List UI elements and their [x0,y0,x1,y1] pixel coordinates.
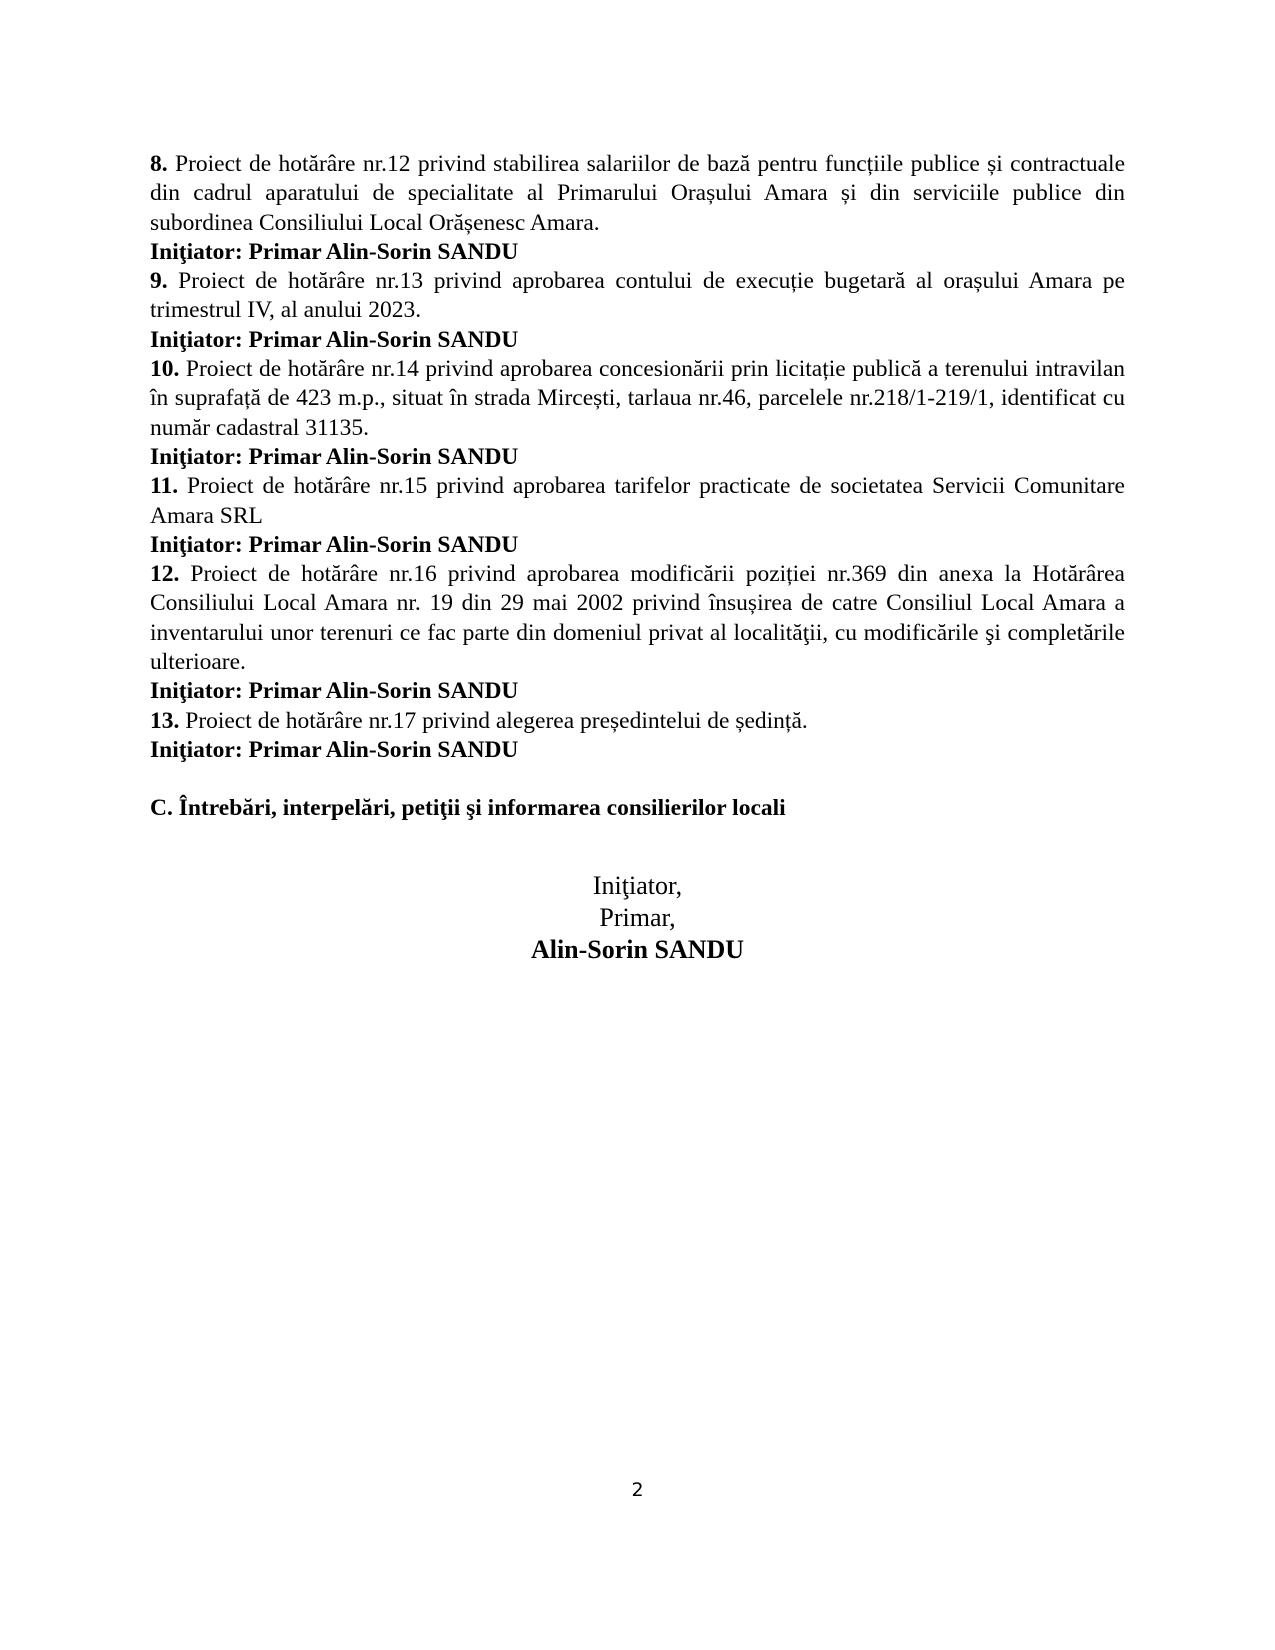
item-text: Proiect de hotărâre nr.17 privind alegerea președintelui de ședință. [179,707,808,734]
document-body [150,150,1125,824]
item-initiator: Iniţiator: Primar Alin-Sorin SANDU [150,443,519,470]
item-number: 10. [150,356,180,383]
section-c-heading: C. Întrebări, interpelări, petiţii şi informarea consilierilor locali [150,795,786,822]
item-number: 12. [150,561,180,588]
signature-name: Alin-Sorin SANDU [530,935,745,964]
agenda-item-8 [150,150,1125,238]
signature-block [150,870,1125,966]
agenda-item-10 [150,355,1125,443]
item-number: 11. [150,473,179,500]
item-number: 13. [150,707,180,734]
item-initiator: Iniţiator: Primar Alin-Sorin SANDU [150,326,519,353]
item-text: Proiect de hotărâre nr.13 privind aprobarea contului de execuție bugetară al orașului Amara pe trimestrul IV, al anului 2023. [150,268,1125,324]
page-number: 2 [631,1479,644,1501]
item-number: 8. [150,151,168,177]
agenda-item-12 [150,560,1125,677]
item-initiator: Iniţiator: Primar Alin-Sorin SANDU [150,531,519,558]
item-initiator: Iniţiator: Primar Alin-Sorin SANDU [150,736,519,763]
item-initiator: Iniţiator: Primar Alin-Sorin SANDU [150,678,519,705]
item-number: 9. [150,268,168,295]
item-text: Proiect de hotărâre nr.15 privind aprobarea tarifelor practicate de societatea Servicii Comunitare Amara SRL [150,473,1125,529]
item-text: Proiect de hotărâre nr.14 privind aprobarea concesionării prin licitație publică a terenului intravilan în suprafață de 423 m.p., situat în strada Mircești, tarlaua nr.46, parcelele nr.218/1-219/1, identificat cu număr cadastral 31135. [150,356,1125,441]
item-initiator: Iniţiator: Primar Alin-Sorin SANDU [150,238,519,265]
agenda-item-9 [150,267,1125,326]
agenda-item-13 [150,707,1125,736]
agenda-item-11 [150,472,1125,531]
signature-title: Primar, [599,903,676,932]
item-text: Proiect de hotărâre nr.12 privind stabilirea salariilor de bază pentru funcțiile publice și contractuale din cadrul aparatului de specialitate al Primarului Orașului Amara și din serviciile publice din subordinea Consiliului Local Orășenesc Amara. [150,151,1125,236]
item-text: Proiect de hotărâre nr.16 privind aprobarea modificării poziției nr.369 din anexa la Hotărârea Consiliului Local Amara nr. 19 din 29 mai 2002 privind însușirea de catre Consiliul Local Amara a inventarului unor terenuri ce fac parte din domeniul privat al localităţii, cu modificările şi completările ulterioare. [150,561,1125,676]
signature-role: Iniţiator, [592,871,683,900]
